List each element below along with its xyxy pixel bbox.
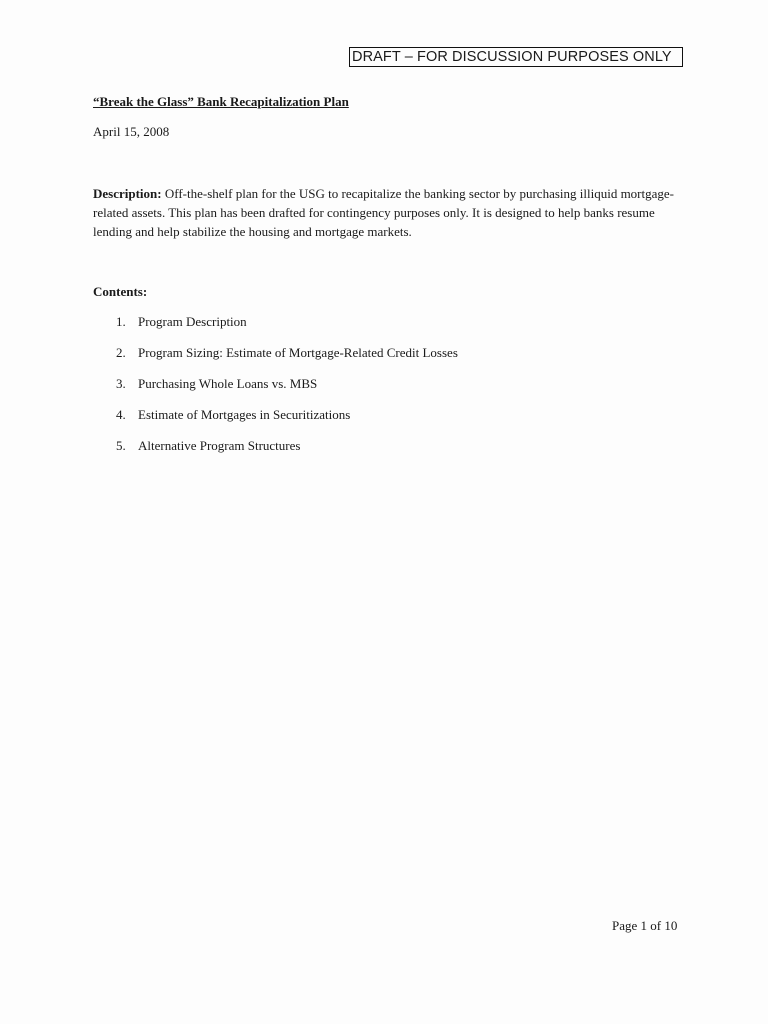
- list-item-number: 3.: [116, 376, 126, 391]
- document-title: “Break the Glass” Bank Recapitalization Plan: [93, 94, 349, 109]
- document-date: April 15, 2008: [93, 124, 170, 139]
- list-item-label: Program Description: [138, 314, 247, 329]
- list-item-label: Program Sizing: Estimate of Mortgage-Related Credit Losses: [138, 345, 458, 360]
- page-number: Page 1 of 10: [612, 918, 678, 933]
- list-item: [116, 407, 458, 438]
- list-item: [116, 376, 458, 407]
- description-paragraph: [93, 184, 683, 241]
- list-item: [116, 438, 458, 469]
- list-item: [116, 345, 458, 376]
- description-label: Description:: [93, 186, 162, 201]
- list-item-number: 5.: [116, 438, 126, 453]
- list-item-label: Alternative Program Structures: [138, 438, 301, 453]
- draft-banner: DRAFT – FOR DISCUSSION PURPOSES ONLY: [349, 47, 683, 67]
- contents-list: [116, 314, 458, 469]
- list-item-number: 1.: [116, 314, 126, 329]
- description-text: Off-the-shelf plan for the USG to recapitalize the banking sector by purchasing illiquid mortgage-related assets. This plan has been drafted for contingency purposes only. It is designed to help banks resume lending and help stabilize the housing and mortgage markets.: [93, 186, 674, 239]
- list-item-label: Purchasing Whole Loans vs. MBS: [138, 376, 318, 391]
- list-item-number: 4.: [116, 407, 126, 422]
- list-item-label: Estimate of Mortgages in Securitizations: [138, 407, 351, 422]
- contents-heading: Contents:: [93, 284, 148, 299]
- list-item: [116, 314, 458, 345]
- list-item-number: 2.: [116, 345, 126, 360]
